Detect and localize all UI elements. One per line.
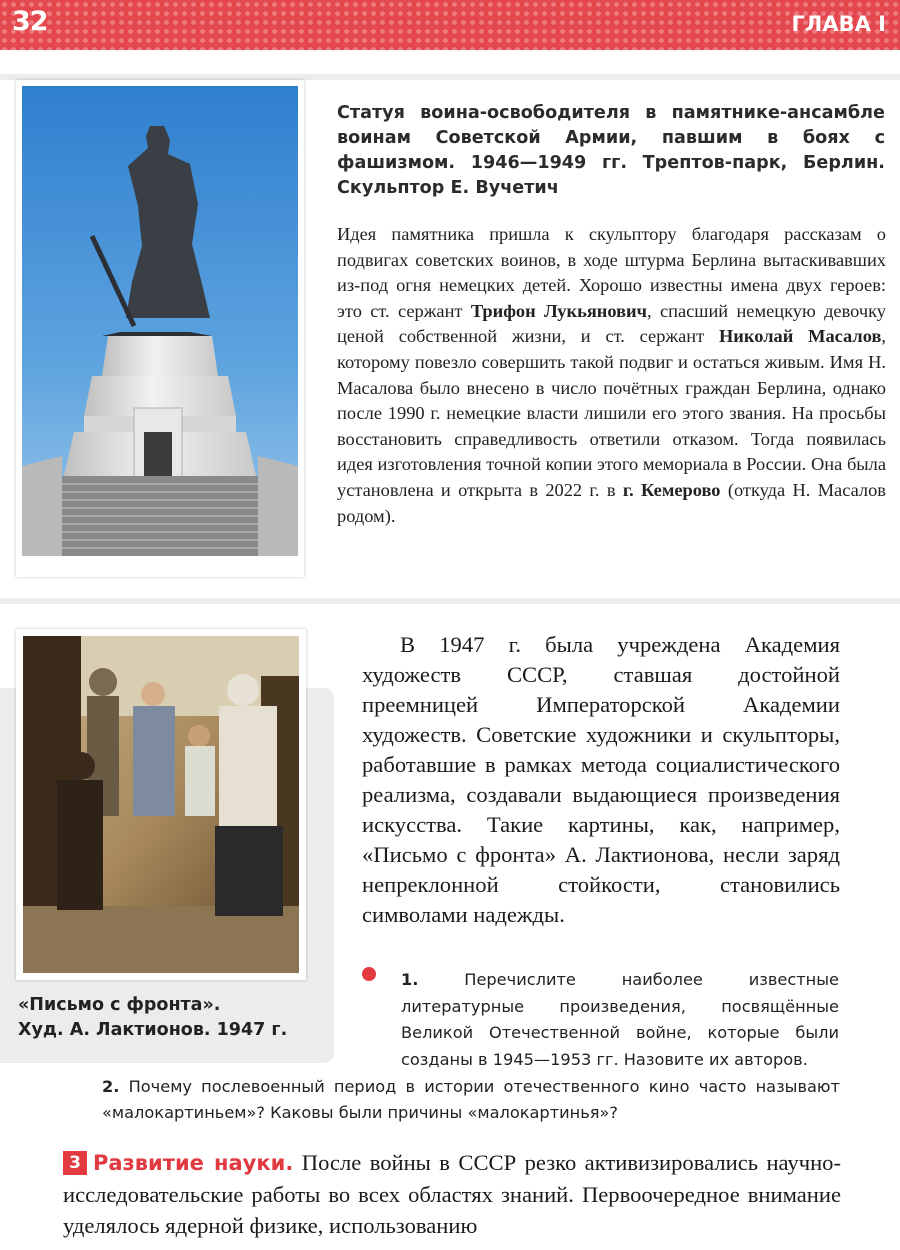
question-item <box>401 967 839 1073</box>
monument-text-part: , которому повезло совершить такой подвиг и остаться живым. Имя Н. Масалова было внесено в число почётных граждан Берлина, однако после 1990 г. немецкие власти лишили его этого звания. На просьбы восстановить справедливость ответили отказом. Тогда появилась идея изготовления точной копии этого мемориала в России. Она была установлена и открыта в 2022 г. в <box>337 326 887 500</box>
monument-description <box>337 222 886 529</box>
question-number: 2. <box>102 1077 120 1096</box>
section-number-badge: 3 <box>63 1151 87 1175</box>
question-text: Перечислите наиболее известные литературные произведения, посвящённые Великой Отечественной войне, которые были созданы в 1945—1953 гг. Назовите их авторов. <box>401 970 839 1069</box>
question-bullet-icon <box>362 967 376 981</box>
question-item <box>102 1074 840 1126</box>
city-kemerovo: г. Кемерово <box>622 479 721 500</box>
painting-photo <box>16 629 306 980</box>
monument-photo <box>16 80 304 577</box>
page-header <box>0 0 900 50</box>
painting-caption <box>18 993 318 1043</box>
painting-caption-title: «Письмо с фронта». <box>18 995 221 1015</box>
painting-photo-icon <box>23 636 299 973</box>
monument-caption: Статуя воина-освободителя в памятнике-ансамбле воинам Советской Армии, павшим в боях с фашизмом. 1946—1949 гг. Трептов-парк, Берлин. Скульптор Е. Вучетич <box>337 103 885 198</box>
question-number: 1. <box>401 970 419 989</box>
painting-caption-author: Худ. А. Лактионов. 1947 г. <box>18 1020 288 1040</box>
chapter-label: ГЛАВА I <box>791 12 886 36</box>
academy-paragraph: В 1947 г. была учреждена Академия художеств СССР, ставшая достойной преемницей Императорской Академии художеств. Советские художники и скульпторы, работавшие в рамках метода социалистического реализма, создавали выдающиеся произведения искусства. Такие картины, как, например, «Письмо с фронта» А. Лактионова, несли заряд непреклонной стойкости, становились символами надежды. <box>362 632 840 927</box>
monument-text-part: (откуда Н. Масалов родом). <box>337 479 886 526</box>
monument-text-part: , спасший немецкую девочку ценой собственной жизни, и ст. сержант <box>337 300 886 347</box>
hero-name-lukyanovich: Трифон Лукьянович <box>470 300 648 321</box>
section-science <box>63 1147 841 1241</box>
section-body: После войны в СССР резко активизировались научно-исследовательские работы во всех областях знаний. Первоочередное внимание уделялось ядерной физике, использованию <box>63 1150 841 1238</box>
question-text: Почему послевоенный период в истории отечественного кино часто называют «малокартиньем»? Каковы были причины «малокартинья»? <box>102 1077 840 1122</box>
hero-name-masalov: Николай Масалов <box>718 326 882 347</box>
monument-photo-icon <box>22 86 298 556</box>
section-title: Развитие науки. <box>93 1151 294 1175</box>
page-number: 32 <box>12 6 48 37</box>
monument-text-part: Идея памятника пришла к скульптору благодаря рассказам о подвигах советских воинов, в ходе штурма Берлина вытаскивавших из-под огня немецких детей. Хорошо известны имена двух героев: это ст. сержант <box>337 224 886 321</box>
